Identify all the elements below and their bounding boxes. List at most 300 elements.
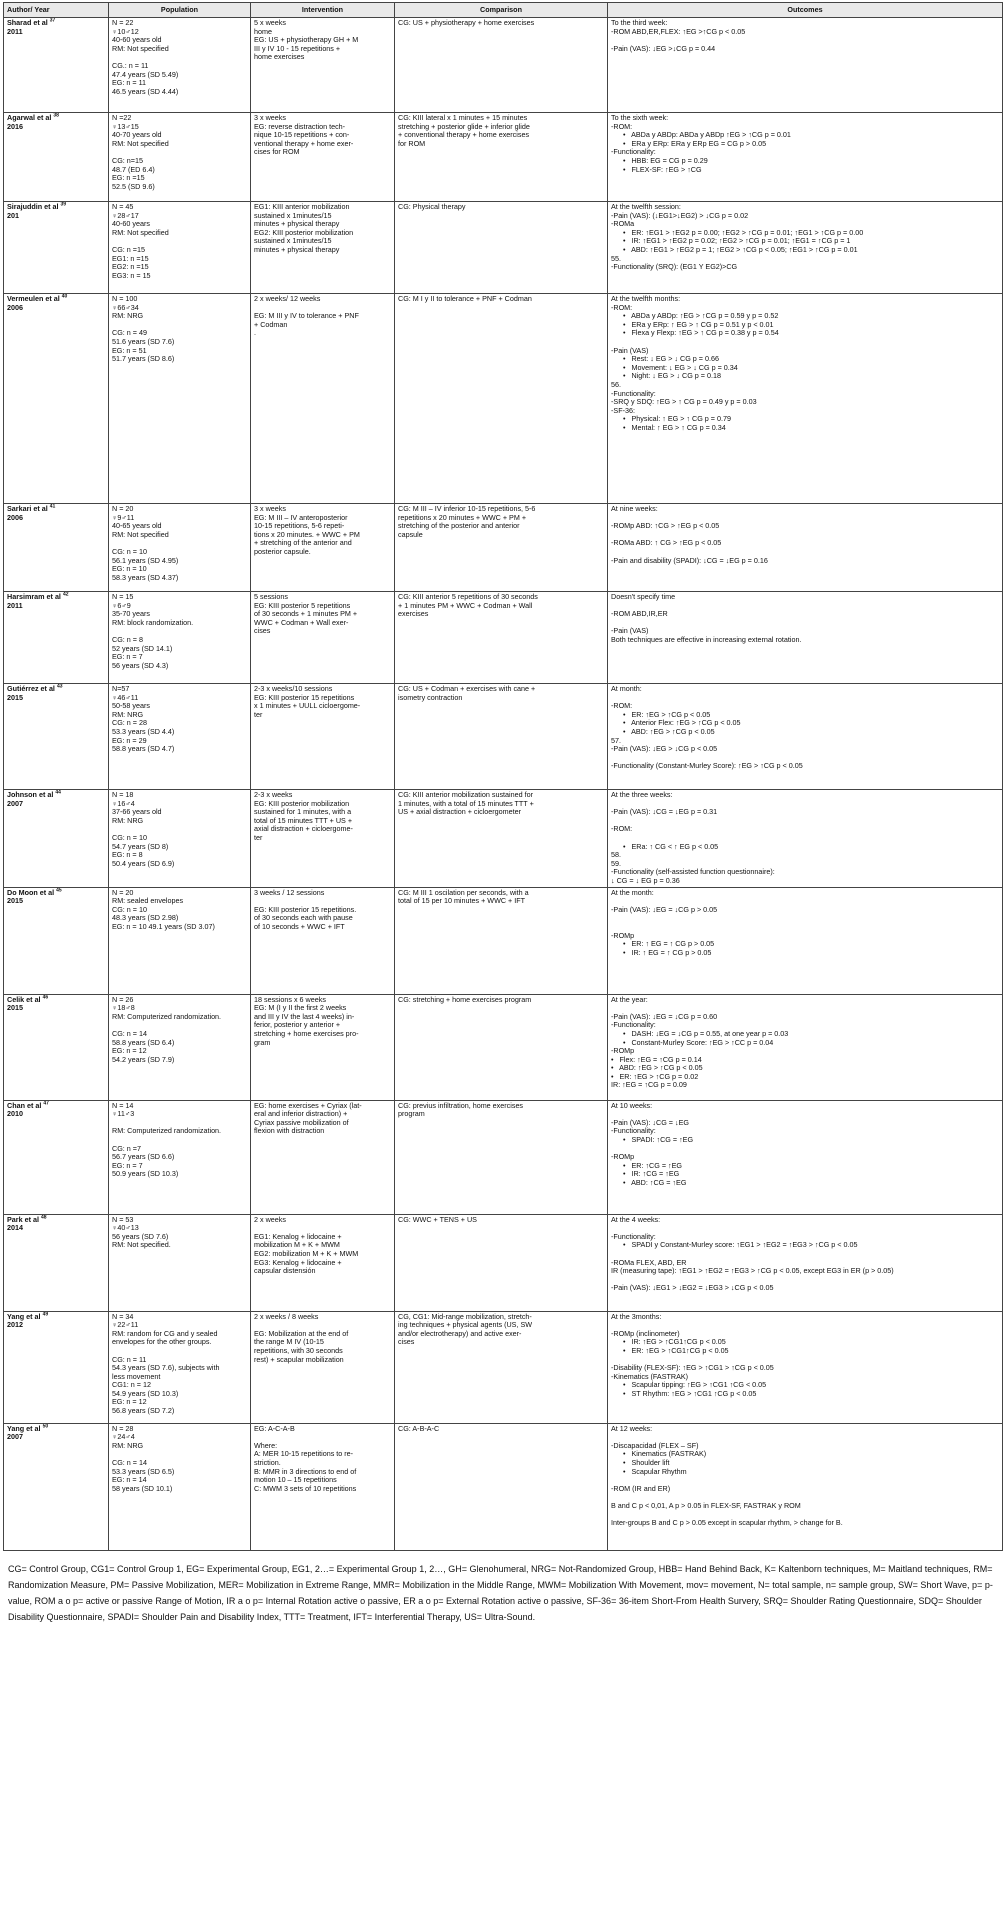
author-name-text: Chan et al [7, 1100, 42, 1110]
outcomes-line: At the year: [611, 994, 648, 1004]
outcomes-line [611, 914, 999, 923]
population-line: ♀6♂9 [112, 600, 131, 610]
outcomes-line: At the month: [611, 887, 654, 897]
reference-number: 40 [61, 293, 68, 300]
population-line: 51.7 years (SD 8.6) [112, 354, 175, 364]
intervention-line: A: MER 10-15 repetitions to re- [254, 1449, 354, 1459]
study-year: 2006 [7, 512, 23, 522]
population-cell [109, 202, 251, 294]
reference-number: 49 [42, 1311, 49, 1318]
population-line: 56.1 years (SD 4.95) [112, 555, 179, 565]
intervention-line: EG: KIII posterior mobilization [254, 798, 350, 808]
outcomes-cell [608, 1311, 1003, 1423]
population-line: 35-70 years [112, 609, 150, 619]
outcomes-line: -ROMa ABD: ↑ CG > ↑EG p < 0.05 [611, 538, 722, 548]
outcomes-line: • ER: ↑EG > ↑CG p < 0.05 [611, 709, 711, 719]
intervention-line: EG1: KIII anterior mobilization [254, 202, 350, 211]
population-line: RM: Computerized randomization. [112, 1011, 222, 1021]
header-outcomes: Outcomes [608, 3, 1003, 18]
outcomes-line: • HBB: EG = CG p = 0.29 [611, 155, 708, 165]
study-year: 2015 [7, 1003, 23, 1013]
reference-number: 50 [42, 1423, 49, 1430]
intervention-cell [251, 504, 395, 592]
comparison-cell [395, 1311, 608, 1423]
outcomes-cell [608, 294, 1003, 504]
outcomes-line: -ROM ABD,ER,FLEX: ↑EG >↑CG p < 0.05 [611, 26, 746, 36]
comparison-line: CG: KIII lateral x 1 minutes + 15 minutes [398, 113, 528, 122]
outcomes-line: • IR: ↑ EG = ↑ CG p > 0.05 [611, 947, 712, 957]
population-line: EG: n = 29 [112, 735, 147, 745]
population-line: N = 100 [112, 294, 138, 303]
intervention-cell [251, 1423, 395, 1550]
page [0, 2, 1005, 1910]
outcomes-line [611, 602, 999, 611]
outcomes-line: -Pain (VAS): ↓CG = ↓EG [611, 1117, 689, 1127]
outcomes-line: -ROM: [611, 302, 633, 312]
table-row [4, 994, 1003, 1100]
population-line: ♀40♂13 [112, 1223, 139, 1233]
outcomes-line: • Scapular tipping: ↑EG > ↑CG1 ↑CG < 0.05 [611, 1380, 767, 1390]
outcomes-line: -ROM: [611, 121, 633, 131]
intervention-line: ventional therapy + home exer- [254, 138, 354, 148]
outcomes-line: -ROM: [611, 824, 633, 834]
intervention-cell [251, 684, 395, 790]
intervention-cell [251, 294, 395, 504]
intervention-line: home exercises [254, 52, 305, 62]
reference-number: 47 [43, 1100, 49, 1107]
intervention-cell [251, 1311, 395, 1423]
outcomes-cell [608, 592, 1003, 684]
intervention-line: EG: home exercises + Cyriax (lat- [254, 1100, 362, 1110]
intervention-line: and III y IV the last 4 weeks) in- [254, 1011, 355, 1021]
population-line: EG: n = 51 [112, 345, 147, 355]
header-comparison: Comparison [395, 3, 608, 18]
comparison-line: + conventional therapy + home exercises [398, 130, 530, 140]
intervention-line: EG: A-C-A-B [254, 1423, 295, 1433]
population-line: EG: n = 8 [112, 850, 143, 860]
reference-number: 45 [56, 887, 62, 894]
population-line: ♀28♂17 [112, 210, 139, 220]
population-line: CG1: n = 12 [112, 1380, 151, 1390]
intervention-line: Where: [254, 1440, 278, 1450]
intervention-line: sustained for 1 minutes, with a [254, 807, 352, 817]
population-line: 53.3 years (SD 4.4) [112, 726, 175, 736]
intervention-line: EG2: KIII posterior mobilization [254, 227, 354, 237]
population-line: CG: n =7 [112, 1143, 141, 1153]
table-row [4, 504, 1003, 592]
comparison-line: program [398, 1109, 425, 1119]
outcomes-line: • ER: ↑CG = ↑EG [611, 1160, 683, 1170]
outcomes-line: -SF-36: [611, 405, 635, 415]
study-year: 2007 [7, 1432, 23, 1442]
intervention-line: 2-3 x weeks/10 sessions [254, 684, 333, 693]
population-line: 50.4 years (SD 6.9) [112, 858, 175, 868]
population-cell [109, 1423, 251, 1550]
population-line: 56.7 years (SD 6.6) [112, 1152, 175, 1162]
comparison-line: 1 minutes, with a total of 15 minutes TTT + [398, 798, 534, 808]
population-line: N = 45 [112, 202, 134, 211]
outcomes-line: • ERa: ↑ CG < ↑ EG p < 0.05 [611, 841, 719, 851]
outcomes-line: • ST Rhythm: ↑EG > ↑CG1 ↑CG p < 0.05 [611, 1388, 757, 1398]
intervention-line: rest) + scapular mobilization [254, 1354, 344, 1364]
intervention-line: EG: KIII posterior 15 repetitions [254, 692, 355, 702]
author-cell [4, 790, 109, 888]
population-line: CG: n = 14 [112, 1457, 147, 1467]
intervention-line: C: MWM 3 sets of 10 repetitions [254, 1483, 357, 1493]
population-line: CG: n=15 [112, 155, 143, 165]
outcomes-line: -ROMa [611, 219, 635, 229]
population-line: 58.3 years (SD 4.37) [112, 572, 179, 582]
outcomes-line: -ROM (IR and ER) [611, 1483, 671, 1493]
author-name-text: Celik et al [7, 994, 41, 1004]
outcomes-line: -Pain and disability (SPADI): ↓CG = ↓EG p = 0.16 [611, 555, 768, 565]
population-line: RM: random for CG and y sealed [112, 1328, 218, 1338]
population-line: 58.8 years (SD 6.4) [112, 1037, 175, 1047]
outcomes-line [611, 1224, 999, 1233]
intervention-line: capsular distensión [254, 1266, 316, 1276]
population-line: EG: n = 7 [112, 1160, 143, 1170]
outcomes-line [611, 817, 999, 826]
intervention-line: of 10 seconds + WWC + IFT [254, 921, 345, 931]
author-name [7, 203, 105, 212]
outcomes-line: -ROMa FLEX, ABD, ER [611, 1257, 687, 1267]
outcomes-line: -Pain (VAS) [611, 345, 649, 355]
outcomes-line: • ABD: ↑EG > ↑CG p < 0.05 [611, 1063, 703, 1073]
outcomes-line: At the 4 weeks: [611, 1214, 661, 1224]
author-cell [4, 294, 109, 504]
reference-number: 42 [62, 591, 69, 598]
population-line: RM: Computerized randomization. [112, 1126, 222, 1136]
intervention-line: EG: reverse distraction tech- [254, 121, 346, 131]
population-line: 51.6 years (SD 7.6) [112, 336, 175, 346]
outcomes-line: • Anterior Flex: ↑EG > ↑CG p < 0.05 [611, 718, 741, 728]
population-line: RM: Not specified [112, 227, 169, 237]
intervention-line: repetitions, with 30 seconds [254, 1345, 343, 1355]
reference-number: 46 [42, 994, 49, 1001]
population-line: CG: n = 10 [112, 832, 147, 842]
intervention-cell [251, 18, 395, 113]
population-line: EG: n = 11 [112, 78, 147, 88]
table-row [4, 684, 1003, 790]
population-line: envelopes for the other groups. [112, 1337, 212, 1347]
outcomes-line [611, 923, 999, 932]
intervention-line: flexion with distraction [254, 1126, 325, 1136]
outcomes-cell [608, 684, 1003, 790]
comparison-cell [395, 592, 608, 684]
outcomes-cell [608, 790, 1003, 888]
comparison-line: isometry contraction [398, 692, 463, 702]
population-line: N = 26 [112, 994, 134, 1004]
intervention-line: 5 x weeks [254, 18, 286, 27]
population-line: 56 years (SD 7.6) [112, 1231, 169, 1241]
table-row [4, 1311, 1003, 1423]
population-line: RM: NRG [112, 709, 144, 719]
intervention-line: EG: M III – IV anteroposterior [254, 512, 348, 522]
population-line: N = 28 [112, 1423, 134, 1433]
comparison-cell [395, 504, 608, 592]
author-name-text: Sirajuddin et al [7, 202, 59, 211]
intervention-line: sustained x 1minutes/15 [254, 210, 332, 220]
outcomes-line: -ROM ABD,IR,ER [611, 609, 668, 619]
header-population: Population [109, 3, 251, 18]
outcomes-line: ↓ CG = ↓ EG p = 0.36 [611, 875, 680, 885]
author-name-text: Yang et al [7, 1423, 41, 1433]
outcomes-line: Both techniques are effective in increasing external rotation. [611, 634, 802, 644]
intervention-line: EG: KIII posterior 15 repetitions. [254, 904, 357, 914]
population-line: ♀46♂11 [112, 692, 139, 702]
outcomes-line: At the three weeks: [611, 790, 673, 799]
table-row [4, 887, 1003, 994]
comparison-line: stretching + posterior glide + inferior glide [398, 121, 530, 131]
outcomes-line: 55. [611, 253, 621, 263]
population-cell [109, 994, 251, 1100]
population-line: N = 20 [112, 887, 134, 897]
author-name-text: Yang et al [7, 1311, 41, 1321]
comparison-cell [395, 202, 608, 294]
author-cell [4, 202, 109, 294]
population-line: 56 years (SD 4.3) [112, 660, 169, 670]
population-line: 47.4 years (SD 5.49) [112, 69, 179, 79]
intervention-line: EG3: Kenalog + lidocaine + [254, 1257, 342, 1267]
population-line: RM: NRG [112, 815, 144, 825]
outcomes-line: • ABD: ↑EG1 > ↑EG2 p = 1; ↑EG2 > ↑CG p < 0.05; ↑EG1 > ↑CG p = 0.01 [611, 244, 858, 254]
population-cell [109, 790, 251, 888]
population-line: CG: n = 8 [112, 634, 143, 644]
comparison-line: CG: WWC + TENS + US [398, 1214, 477, 1224]
population-line: 40-70 years old [112, 130, 162, 140]
table-body [4, 18, 1003, 1551]
outcomes-cell [608, 504, 1003, 592]
outcomes-line: At 10 weeks: [611, 1100, 653, 1110]
population-cell [109, 684, 251, 790]
table-row [4, 790, 1003, 888]
intervention-line: 3 x weeks [254, 504, 286, 513]
outcomes-line: • IR: ↑CG = ↑EG [611, 1169, 680, 1179]
population-cell [109, 504, 251, 592]
comparison-line: for ROM [398, 138, 426, 148]
author-name-text: Harsimram et al [7, 592, 61, 601]
outcomes-line: -Pain (VAS) [611, 626, 649, 636]
population-line: RM: Not specified. [112, 1240, 171, 1250]
population-line: 54.2 years (SD 7.9) [112, 1054, 175, 1064]
study-year: 2011 [7, 26, 23, 36]
intervention-line: 3 weeks / 12 sessions [254, 887, 325, 897]
outcomes-line: • ER: ↑ EG = ↑ CG p > 0.05 [611, 939, 715, 949]
comparison-cell [395, 1100, 608, 1214]
outcomes-line: -Functionality: [611, 388, 656, 398]
population-line: CG.: n = 11 [112, 60, 149, 70]
table-header-row [4, 3, 1003, 18]
outcomes-line: • SPADI y Constant-Murley score: ↑EG1 > ↑EG2 = ↑EG3 > ↑CG p < 0.05 [611, 1240, 858, 1250]
table-row [4, 294, 1003, 504]
table-row [4, 1423, 1003, 1550]
outcomes-line: -Pain (VAS): ↓EG1 > ↓EG2 = ↓EG3 > ↓CG p < 0.05 [611, 1283, 774, 1293]
outcomes-line: At nine weeks: [611, 504, 658, 513]
outcomes-line: At the 3months: [611, 1311, 662, 1321]
author-cell [4, 994, 109, 1100]
intervention-line: . [254, 328, 256, 338]
author-cell [4, 592, 109, 684]
population-line: RM: Not specified [112, 43, 169, 53]
study-year: 2006 [7, 302, 23, 312]
population-line: N = 18 [112, 790, 134, 799]
outcomes-line: Inter-groups B and C p > 0.05 except in scapular rhythm, > change for B. [611, 1518, 843, 1528]
outcomes-line: -ROMp [611, 1046, 635, 1056]
comparison-line: CG: M I y II to tolerance + PNF + Codman [398, 294, 532, 303]
study-year: 2016 [7, 121, 23, 131]
intervention-line: Cyriax passive mobilization of [254, 1117, 349, 1127]
population-line: CG: n = 28 [112, 718, 147, 728]
intervention-line: cises for ROM [254, 147, 300, 157]
population-cell [109, 592, 251, 684]
outcomes-line [611, 1145, 999, 1154]
author-name-text: Sarkari et al [7, 504, 48, 513]
outcomes-line: -Pain (VAS): ↓EG >↓CG p = 0.44 [611, 43, 716, 53]
comparison-line: CG: A-B-A-C [398, 1423, 440, 1433]
intervention-line: of 30 seconds + 1 minutes PM + [254, 609, 358, 619]
outcomes-line: -Functionality (self-assisted function questionnaire): [611, 867, 775, 877]
population-cell [109, 1214, 251, 1311]
population-line: ♀11♂3 [112, 1109, 135, 1119]
outcomes-line: At 12 weeks: [611, 1423, 653, 1433]
outcomes-cell [608, 1423, 1003, 1550]
outcomes-line: -Discapacidad (FLEX – SF) [611, 1440, 699, 1450]
intervention-line: 3 x weeks [254, 113, 286, 122]
author-cell [4, 504, 109, 592]
table-row [4, 113, 1003, 202]
population-cell [109, 1311, 251, 1423]
comparison-line: CG, CG1: Mid-range mobilization, stretch- [398, 1311, 532, 1321]
outcomes-line: -Pain (VAS): ↓EG = ↓CG p > 0.05 [611, 904, 718, 914]
intervention-line: minutes + physical therapy [254, 219, 340, 229]
intervention-cell [251, 790, 395, 888]
intervention-line: of 30 seconds each with pause [254, 913, 353, 923]
author-cell [4, 1214, 109, 1311]
population-line: CG: n = 14 [112, 1028, 147, 1038]
population-line: 54.9 years (SD 10.3) [112, 1388, 179, 1398]
population-line: EG: n = 14 [112, 1475, 147, 1485]
intervention-line: ferior, posterior y anterior + [254, 1020, 341, 1030]
comparison-line: + 1 minutes PM + WWC + Codman + Wall [398, 600, 533, 610]
intervention-line: + stretching of the anterior and [254, 538, 352, 548]
population-line: N = 14 [112, 1100, 134, 1110]
author-cell [4, 887, 109, 994]
outcomes-line: IR: ↑EG = ↑CG p = 0.09 [611, 1080, 687, 1090]
population-line: 46.5 years (SD 4.44) [112, 86, 179, 96]
intervention-line: home [254, 26, 272, 36]
comparison-line: stretching of the posterior and anterior [398, 521, 520, 531]
outcomes-line: • Scapular Rhythm [611, 1466, 687, 1476]
outcomes-line: • Flexa y Flexp: ↑EG > ↑ CG p = 0.38 y p = 0.54 [611, 328, 779, 338]
author-name-text: Gutiérrez et al [7, 684, 55, 693]
table-row [4, 18, 1003, 113]
intervention-line: EG: KIII posterior 5 repetitions [254, 600, 351, 610]
population-line: CG: n = 11 [112, 1354, 147, 1364]
outcomes-line: -Pain (VAS): ↓CG = ↓EG p = 0.31 [611, 807, 718, 817]
intervention-line: 2 x weeks / 8 weeks [254, 1311, 319, 1321]
intervention-line: the range M IV (10-15 [254, 1337, 324, 1347]
population-line: less movement [112, 1371, 161, 1381]
population-line: 52.5 (SD 9.6) [112, 181, 155, 191]
population-cell [109, 113, 251, 202]
intervention-line: EG: Mobilization at the end of [254, 1328, 349, 1338]
outcomes-line: 56. [611, 379, 621, 389]
author-name-text: Do Moon et al [7, 887, 55, 897]
abbreviations-legend: CG= Control Group, CG1= Control Group 1, EG= Experimental Group, EG1, 2…= Experimental Group 1, 2…, GH= Glenohumeral, NRG= Not-Randomized Group, HBB= Hand Behind Back, K= Kaltenborn techniques, M= Maitland techniques, RM= Randomization Measure, PM= Passive Mobilization, MER= Mobilization in Extreme Range, MMR= Mobilization in the Middle Range, MWM= Mobilization With Movement, mov= movement, N= total sample, n= sample group, SW= Short Wave, p= p-value, ROM a o p= active or passive Range of Motion, IR a o p= Internal Rotation active o passive, ER a o p= External Rotation active o passive, SF-36= 36-item Short-From Health Survery, SRQ= Shoulder Rating Questionnaire, SDQ= Shoulder Disability Questionnaire, SPADI= Shoulder Pain and Disability Index, TTT= Treatment, IFT= Interferential Therapy, US= Ultra-Sound. [8, 1563, 993, 1622]
outcomes-line: • ER: ↑EG > ↑CG1↑CG p < 0.05 [611, 1345, 729, 1355]
outcomes-line: • FLEX-SF: ↑EG > ↑CG [611, 164, 702, 174]
study-year: 2007 [7, 798, 23, 808]
outcomes-line: • ABD: ↑CG = ↑EG [611, 1177, 687, 1187]
study-year: 2015 [7, 692, 23, 702]
study-year: 2010 [7, 1109, 23, 1119]
population-line: 40-60 years old [112, 35, 162, 45]
study-year: 2012 [7, 1320, 23, 1330]
outcomes-line: -ROMp (inclinometer) [611, 1328, 680, 1338]
population-line: N = 34 [112, 1311, 134, 1321]
population-line: EG1: n =15 [112, 253, 149, 263]
intervention-line: III y IV 10 - 15 repetitions + [254, 43, 341, 53]
population-line: EG: n = 10 49.1 years (SD 3.07) [112, 921, 215, 931]
comparison-line: CG: Physical therapy [398, 202, 466, 211]
comparison-line: CG: US + Codman + exercises with cane + [398, 684, 536, 693]
population-cell [109, 887, 251, 994]
outcomes-line: IR (measuring tape): ↑EG1 > ↑EG2 = ↑EG3 > ↑CG p < 0.05, except EG3 in ER (p > 0.05) [611, 1266, 894, 1276]
population-line: CG: n =15 [112, 244, 145, 254]
outcomes-cell [608, 113, 1003, 202]
intervention-line: EG: US + physiotherapy GH + M [254, 35, 359, 45]
comparison-cell [395, 18, 608, 113]
comparison-line: exercises [398, 609, 429, 619]
outcomes-line: -ROMp ABD: ↑CG > ↑EG p < 0.05 [611, 521, 720, 531]
population-line: EG3: n = 15 [112, 270, 151, 280]
population-line: 54.3 years (SD 7.6), subjects with [112, 1363, 220, 1373]
outcomes-line: • Kinematics (FASTRAK) [611, 1449, 707, 1459]
population-line: 56.8 years (SD 7.2) [112, 1406, 175, 1416]
outcomes-line: -ROM: [611, 701, 633, 711]
population-line: EG: n =15 [112, 173, 145, 183]
outcomes-line: -Functionality: [611, 1020, 656, 1030]
comparison-cell [395, 887, 608, 994]
intervention-line: WWC + Codman + Wall exer- [254, 617, 349, 627]
author-cell [4, 18, 109, 113]
population-line: EG2: n =15 [112, 262, 149, 272]
population-line: RM: NRG [112, 311, 144, 321]
intervention-line: EG: M III y IV to tolerance + PNF [254, 311, 359, 321]
study-year: 201 [7, 210, 19, 220]
intervention-line: cises [254, 626, 271, 636]
studies-table [3, 2, 1003, 1551]
population-line: CG: n = 10 [112, 904, 147, 914]
outcomes-line: At the twelfth session: [611, 202, 681, 211]
outcomes-line: • Flex: ↑EG = ↑CG p = 0.14 [611, 1054, 702, 1064]
population-line: 50-58 years [112, 701, 150, 711]
author-cell [4, 1100, 109, 1214]
population-line: ♀18♂8 [112, 1003, 135, 1013]
reference-number: 37 [49, 17, 56, 24]
outcomes-line: • Shoulder lift [611, 1457, 670, 1467]
comparison-cell [395, 994, 608, 1100]
population-line: 53.3 years (SD 6.5) [112, 1466, 175, 1476]
intervention-line: posterior capsule. [254, 546, 311, 556]
outcomes-line [611, 338, 999, 347]
intervention-line: mobilization M + K + MWM [254, 1240, 340, 1250]
author-name-text: Vermeulen et al [7, 294, 60, 303]
population-line: N = 20 [112, 504, 134, 513]
intervention-line: 5 sessions [254, 592, 288, 601]
population-line: ♀66♂34 [112, 302, 139, 312]
author-name-text: Park et al [7, 1214, 39, 1224]
